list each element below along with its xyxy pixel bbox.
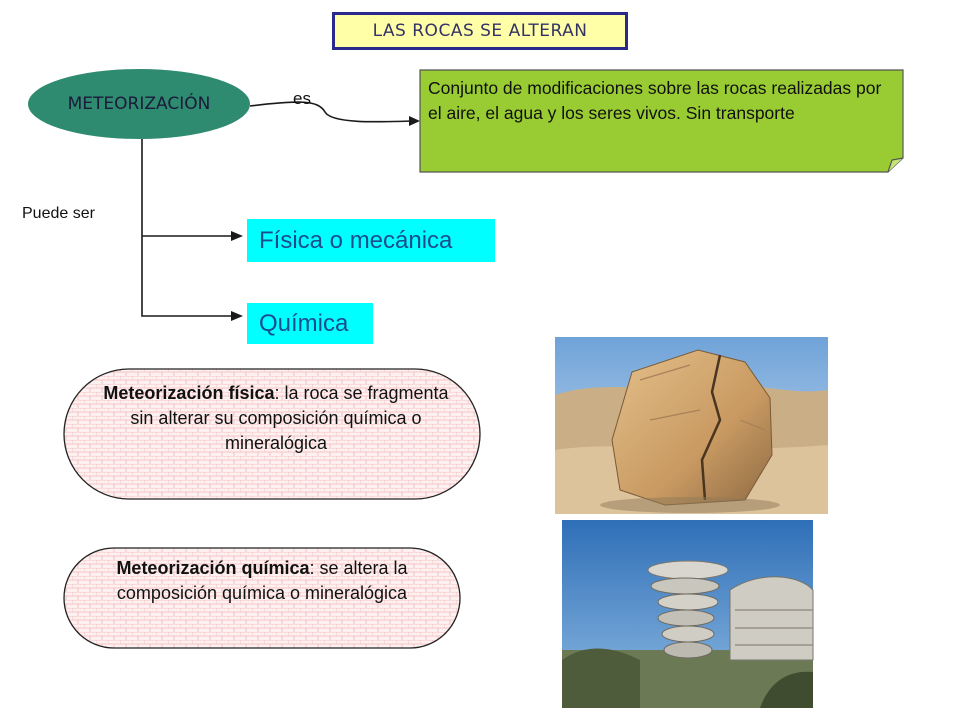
- definition-text: Conjunto de modificaciones sobre las rocas realizadas por el aire, el agua y los seres vivos. Sin transporte: [428, 78, 882, 123]
- es-connector: [250, 102, 412, 122]
- quimica-box: Química: [247, 303, 373, 344]
- fisica-mecanica-box: Física o mecánica: [247, 219, 495, 262]
- arrow-quimica: [231, 311, 243, 321]
- branch-line: [142, 139, 232, 316]
- arrow-fisica: [231, 231, 243, 241]
- karst-rock-formation-photo: [562, 520, 813, 708]
- page-title: LAS ROCAS SE ALTERAN: [332, 12, 628, 50]
- fractured-rock-photo: [555, 337, 828, 514]
- quimica-text: : se altera la composición química o mineralógica: [116, 558, 408, 603]
- fisica-text: : la roca se fragmenta sin alterar su composición química o mineralógica: [130, 383, 449, 453]
- es-relation-label: es: [293, 89, 311, 108]
- fisica-term: Meteorización física: [103, 383, 275, 403]
- quimica-description: [82, 556, 442, 606]
- puede-ser-label: Puede ser: [22, 205, 95, 222]
- es-arrowhead: [409, 116, 420, 126]
- meteorizacion-label: METEORIZACIÓN: [67, 94, 211, 114]
- quimica-term: Meteorización química: [116, 558, 310, 578]
- fisica-description: [92, 381, 460, 456]
